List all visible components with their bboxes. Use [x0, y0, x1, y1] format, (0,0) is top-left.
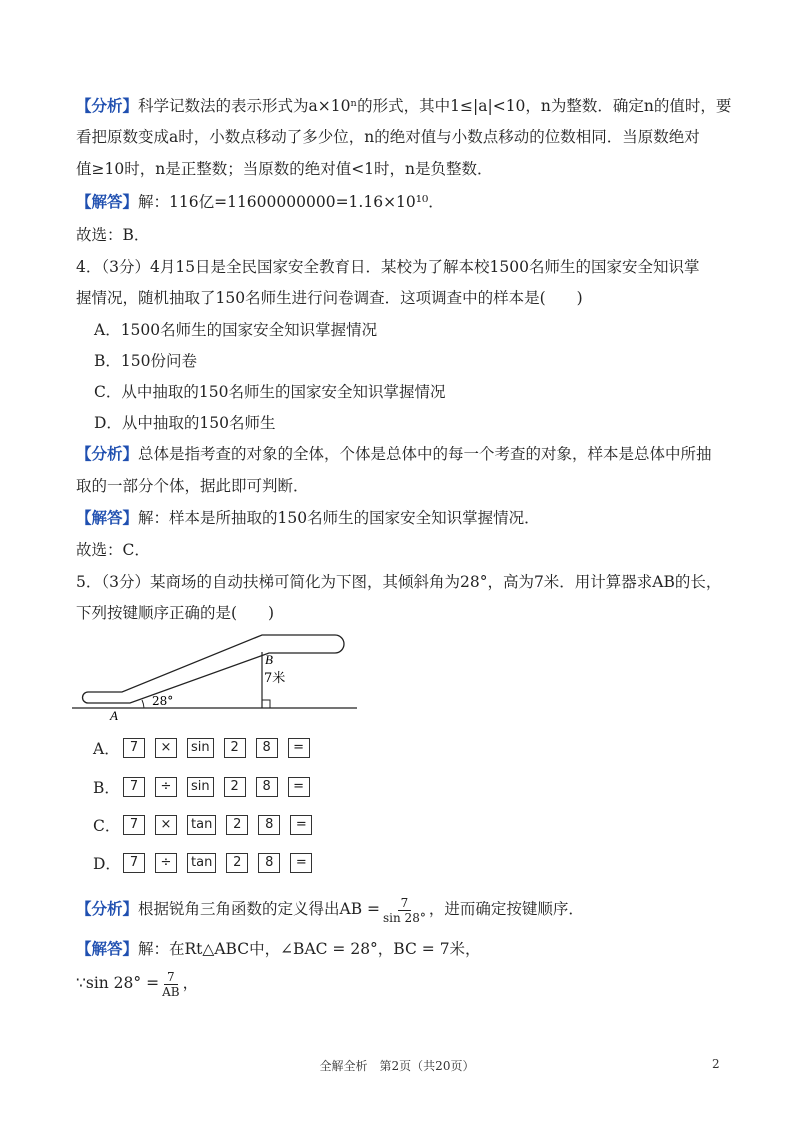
analysis5: 【分析】根据锐角三角函数的定义得出AB = $\frac{7}{\sin 28^\circ}$ ，进而确定按键顺序． [76, 895, 584, 925]
key: = [288, 738, 310, 758]
right-angle-mark [262, 700, 270, 708]
key: sin [187, 738, 214, 758]
key: = [290, 853, 312, 873]
label-a: A [110, 708, 118, 723]
q5-line2: 下列按键顺序正确的是( ) [76, 604, 275, 622]
key: 7 [123, 738, 145, 758]
q4-option-d: D．从中抽取的150名师生 [94, 414, 276, 432]
answer5-sin: ∵sin 28° = $\frac{7}{AB}$ ， [76, 969, 199, 999]
page-footer: 全解全析 第2页（共20页） [319, 1059, 475, 1073]
answer3: 【解答】解：116亿=11600000000=1.16×10¹⁰． [76, 192, 444, 211]
key: ÷ [155, 777, 177, 797]
key: × [155, 815, 177, 835]
key: tan [187, 853, 216, 873]
q4-line2: 握情况，随机抽取了150名师生进行问卷调查．这项调查中的样本是( ) [76, 289, 583, 307]
key: 8 [256, 777, 278, 797]
key: 7 [123, 777, 145, 797]
analysis3-line1: 【分析】科学记数法的表示形式为a×10ⁿ的形式，其中1≤|a|<10，n为整数．确定n的值时，要 [76, 96, 732, 115]
q5-option-a: A． 7 × sin 2 8 = [93, 736, 320, 760]
key: 7 [123, 853, 145, 873]
answer-tag: 【解答】 [76, 508, 139, 527]
angle-arc [142, 700, 144, 708]
analysis4-line2: 取的一部分个体，据此即可判断． [76, 477, 309, 495]
answer5: 【解答】解：在Rt△ABC中，∠BAC = 28°，BC = 7米， [76, 939, 481, 958]
q4-option-c: C．从中抽取的150名师生的国家安全知识掌握情况 [94, 383, 446, 401]
label-angle: 28° [152, 694, 174, 708]
key: = [288, 777, 310, 797]
escalator-figure [72, 628, 362, 723]
analysis3-line3: 值≥10时，n是正整数；当原数的绝对值<1时，n是负整数． [76, 160, 493, 178]
analysis-tag: 【分析】 [76, 899, 139, 918]
key: tan [187, 815, 216, 835]
key: 2 [224, 738, 246, 758]
key: 7 [123, 815, 145, 835]
escalator-outline [83, 635, 345, 703]
q5-option-b: B． 7 ÷ sin 2 8 = [93, 775, 320, 799]
choose4: 故选：C． [76, 541, 150, 559]
key: ÷ [155, 853, 177, 873]
key: 8 [258, 853, 280, 873]
key: 8 [258, 815, 280, 835]
key: × [155, 738, 177, 758]
label-height: 7米 [264, 671, 286, 686]
page-number: 2 [712, 1057, 720, 1071]
q4-line1: 4．（3分）4月15日是全民国家安全教育日．某校为了解本校1500名师生的国家安全知识掌 [76, 258, 700, 276]
key: 2 [226, 853, 248, 873]
fraction: $\frac{7}{\sin 28^\circ}$ [383, 895, 426, 925]
q5-option-d: D． 7 ÷ tan 2 8 = [93, 851, 322, 875]
q5-option-c: C． 7 × tan 2 8 = [93, 813, 322, 837]
label-b: B [265, 652, 273, 667]
analysis-tag: 【分析】 [76, 96, 139, 115]
key: sin [187, 777, 214, 797]
answer-tag: 【解答】 [76, 192, 139, 211]
key: 2 [224, 777, 246, 797]
key: 2 [226, 815, 248, 835]
q4-option-b: B．150份问卷 [94, 352, 197, 370]
choose3: 故选：B． [76, 226, 150, 244]
q5-line1: 5．（3分）某商场的自动扶梯可简化为下图，其倾斜角为28°，高为7米．用计算器求AB的长， [76, 573, 722, 591]
fraction: $\frac{7}{AB}$ [162, 969, 180, 999]
analysis-tag: 【分析】 [76, 444, 139, 463]
answer-tag: 【解答】 [76, 939, 139, 958]
analysis3-line2: 看把原数变成a时，小数点移动了多少位，n的绝对值与小数点移动的位数相同．当原数绝对 [76, 128, 700, 146]
key: = [290, 815, 312, 835]
q4-option-a: A．1500名师生的国家安全知识掌握情况 [94, 321, 378, 339]
answer4: 【解答】解：样本是所抽取的150名师生的国家安全知识掌握情况． [76, 508, 540, 527]
key: 8 [256, 738, 278, 758]
analysis4-line1: 【分析】总体是指考查的对象的全体，个体是总体中的每一个考查的对象，样本是总体中所抽 [76, 444, 712, 463]
